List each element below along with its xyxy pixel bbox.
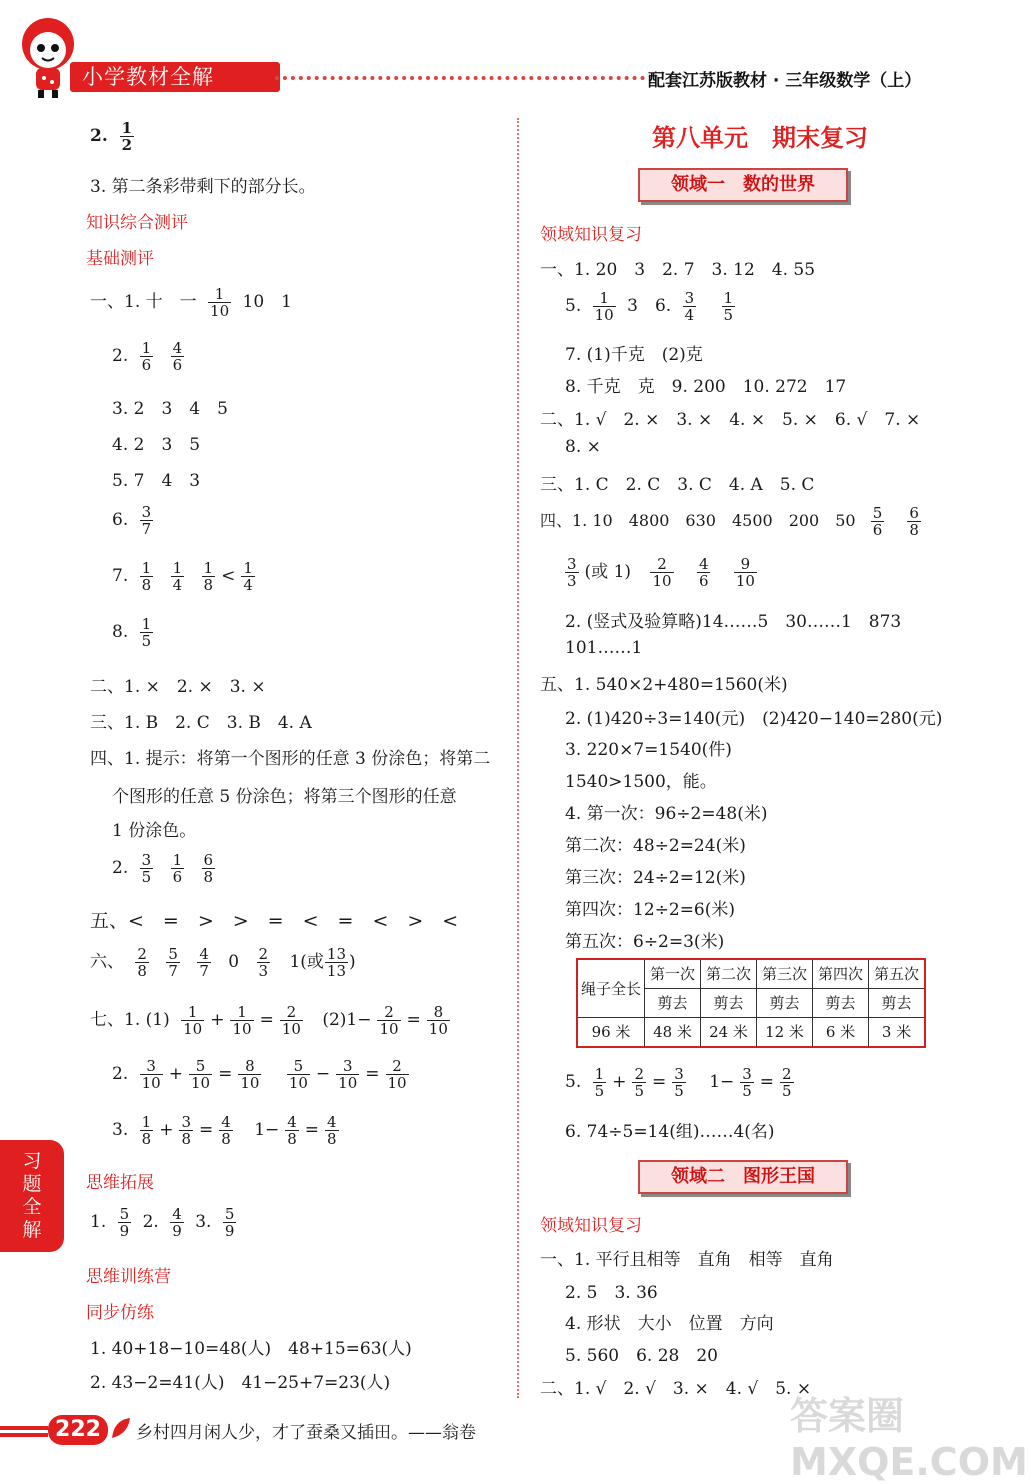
- numerator: 5: [168, 945, 178, 963]
- answer-text: 四、1. 10 4800 630 4500 200 50: [540, 511, 856, 530]
- table-header-cell: 剪去: [701, 989, 757, 1018]
- table-header-row: [577, 959, 925, 989]
- fraction: [118, 1206, 132, 1239]
- fraction: [740, 1066, 754, 1099]
- fraction: [377, 1004, 400, 1037]
- fraction: [189, 1058, 212, 1091]
- table-cell: 24 米: [701, 1018, 757, 1048]
- answer-line: 2. (竖式及验算略)14……5 30……1 873: [565, 612, 902, 632]
- fraction: [427, 1004, 450, 1037]
- denominator: 5: [742, 1082, 752, 1100]
- fraction: [565, 556, 579, 589]
- numerator: 1: [141, 339, 152, 357]
- side-tab-label: 习题全解: [22, 1150, 42, 1241]
- answer-line: 3. 第二条彩带剩下的部分长。: [90, 177, 316, 197]
- answer-line: 1 份涂色。: [112, 821, 197, 841]
- table-header-cell: 第二次: [701, 959, 757, 989]
- answer-line: [112, 340, 190, 373]
- fraction: [171, 852, 185, 885]
- numerator: 1: [214, 285, 225, 303]
- answer-line: [112, 560, 261, 593]
- numerator: 4: [287, 1113, 297, 1131]
- answer-line: 3. 220×7=1540(件): [565, 740, 732, 760]
- fraction: [140, 504, 154, 537]
- numerator: 3: [141, 503, 152, 521]
- answer-line: 4. 第一次：96÷2=48(米): [565, 804, 768, 824]
- item-number: 2.: [142, 1212, 159, 1232]
- numerator: 1: [172, 851, 183, 869]
- operator: =: [259, 1010, 274, 1030]
- answer-line: [90, 946, 356, 979]
- denominator: 10: [428, 1020, 448, 1038]
- numerator: 3: [342, 1057, 353, 1075]
- answer-text: 1−: [709, 1072, 735, 1092]
- denominator: 10: [190, 1074, 211, 1092]
- fraction: [219, 1114, 233, 1147]
- operator: =: [365, 1064, 380, 1084]
- numerator: 8: [245, 1057, 255, 1075]
- numerator: 1: [141, 615, 152, 633]
- answer-line: [112, 616, 159, 649]
- answer-text: (或 1): [584, 562, 632, 582]
- fraction: [386, 1058, 409, 1091]
- denominator: 7: [199, 962, 209, 980]
- denominator: 6: [698, 572, 709, 590]
- numerator: 1: [141, 1113, 152, 1131]
- fraction: [593, 1066, 607, 1099]
- fraction: [140, 560, 154, 593]
- operator: =: [406, 1010, 421, 1030]
- answer-line: 1540>1500，能。: [565, 772, 717, 792]
- numerator: 1: [723, 289, 734, 307]
- denominator: 4: [684, 306, 695, 324]
- denominator: 5: [141, 632, 152, 650]
- answer-line: 2. (1)420÷3=140(元) (2)420−140=280(元): [565, 709, 943, 729]
- book-title: 小学教材全解: [82, 65, 214, 89]
- fraction: [179, 1114, 193, 1147]
- fraction: [135, 946, 149, 979]
- fraction: [697, 556, 711, 589]
- numerator: 2: [657, 555, 667, 573]
- denominator: 8: [327, 1130, 337, 1148]
- answer-line: 1. 40+18−10=48(人) 48+15=63(人): [90, 1339, 412, 1359]
- item-number: 8.: [112, 622, 129, 642]
- rope-cut-table: [576, 958, 926, 1048]
- numerator: 4: [172, 1205, 182, 1223]
- answer-text: 3 6.: [627, 296, 672, 316]
- denominator: 10: [183, 1020, 203, 1038]
- answer-line: [90, 1004, 456, 1037]
- operator: +: [210, 1010, 225, 1030]
- answer-line: [112, 1114, 345, 1147]
- numerator: 3: [742, 1065, 752, 1083]
- fraction: [672, 1066, 686, 1099]
- operator: =: [198, 1120, 214, 1140]
- fraction: [325, 946, 348, 979]
- numerator: 2: [384, 1003, 394, 1021]
- denominator: 5: [782, 1082, 792, 1100]
- table-header-cell: 第五次: [869, 959, 926, 989]
- fraction: [140, 1114, 154, 1147]
- fraction: [241, 560, 255, 593]
- item-number: 7.: [112, 566, 129, 586]
- answer-line: 二、1. × 2. × 3. ×: [90, 677, 266, 697]
- table-header-cell: 第一次: [645, 959, 701, 989]
- numerator: 1: [121, 119, 133, 137]
- denominator: 9: [119, 1222, 130, 1240]
- answer-line: 3. 2 3 4 5: [112, 399, 228, 419]
- item-number: 1.: [90, 1212, 107, 1232]
- answer-line: [540, 505, 927, 538]
- fraction: [223, 1206, 237, 1239]
- answer-line: 二、1. √ 2. × 3. × 4. × 5. × 6. √ 7. ×: [540, 410, 921, 430]
- answer-line: 三、1. C 2. C 3. C 4. A 5. C: [540, 475, 815, 495]
- denominator: 8: [137, 962, 147, 980]
- answer-line: [565, 1066, 800, 1099]
- operator: +: [159, 1120, 174, 1140]
- numerator: 4: [698, 555, 709, 573]
- denominator: 7: [168, 962, 178, 980]
- answer-line: 个图形的任意 5 份涂色；将第三个图形的任意: [112, 787, 457, 807]
- denominator: 10: [735, 572, 755, 590]
- answer-line: 101……1: [565, 638, 643, 658]
- fraction: [202, 852, 216, 885]
- section-heading: 基础测评: [86, 249, 154, 269]
- answer-text: 10 1: [242, 292, 292, 312]
- fraction: [325, 1114, 339, 1147]
- answer-line: [90, 1206, 242, 1239]
- answer-line: 第四次：12÷2=6(米): [565, 900, 736, 920]
- numerator: 2: [286, 1003, 297, 1021]
- numerator: 4: [221, 1113, 231, 1131]
- section-heading: 领域知识复习: [540, 1216, 642, 1236]
- answer-text: ): [349, 952, 356, 972]
- operator: =: [651, 1072, 667, 1092]
- answer-line: 5. 560 6. 28 20: [565, 1346, 718, 1366]
- fraction: [181, 1004, 204, 1037]
- denominator: 10: [594, 306, 614, 324]
- answer-line: 6. 74÷5=14(组)……4(名): [565, 1122, 775, 1142]
- denominator: 4: [172, 576, 183, 594]
- fraction: [140, 1058, 163, 1091]
- table-header-cell: 剪去: [757, 989, 813, 1018]
- numerator: 9: [740, 555, 751, 573]
- denominator: 8: [141, 576, 152, 594]
- answer-text: 1−: [254, 1120, 280, 1140]
- answer-text: (2)1−: [322, 1010, 372, 1030]
- item-number: 3.: [195, 1212, 212, 1232]
- numerator: 6: [203, 851, 214, 869]
- fraction: [593, 290, 616, 323]
- answer-line: 4. 形状 大小 位置 方向: [565, 1314, 774, 1334]
- numerator: 4: [172, 339, 183, 357]
- table-cell: 96 米: [577, 1018, 645, 1048]
- denominator: 3: [567, 572, 577, 590]
- numerator: 4: [199, 945, 209, 963]
- answer-line: 一、1. 20 3 2. 7 3. 12 4. 55: [540, 260, 816, 280]
- fraction: [197, 946, 211, 979]
- fraction: [208, 286, 231, 319]
- denominator: 5: [634, 1082, 644, 1100]
- answer-line: 二、1. √ 2. √ 3. × 4. √ 5. ×: [540, 1379, 812, 1399]
- numerator: 4: [327, 1113, 337, 1131]
- answer-text: 一、1. 十 一: [90, 292, 197, 312]
- item-number: 2.: [112, 1064, 129, 1084]
- numerator: 2: [258, 945, 269, 963]
- denominator: 5: [141, 868, 152, 886]
- section-heading: 同步仿练: [86, 1303, 154, 1323]
- numerator: 3: [684, 289, 695, 307]
- numerator: 2: [782, 1065, 792, 1083]
- numerator: 1: [594, 1065, 605, 1083]
- numerator: 1: [203, 559, 214, 577]
- operator: =: [218, 1064, 233, 1084]
- answer-line: 2. 43−2=41(人) 41−25+7=23(人): [90, 1373, 391, 1393]
- answer-line: [112, 504, 159, 537]
- answer-text: 0: [228, 952, 240, 972]
- numerator: 1: [237, 1003, 247, 1021]
- denominator: 8: [203, 576, 214, 594]
- numerator: 5: [293, 1057, 304, 1075]
- fraction: [140, 852, 154, 885]
- denominator: 10: [210, 302, 230, 320]
- series-info: 配套江苏版教材 · 三年级数学（上）: [648, 71, 922, 91]
- answer-line: 2. 5 3. 36: [565, 1283, 658, 1303]
- item-number: 5.: [565, 296, 582, 316]
- answer-line: 四、1. 提示：将第一个图形的任意 3 份涂色；将第二: [90, 749, 491, 769]
- answer-line: [112, 852, 221, 885]
- fraction: [907, 505, 921, 538]
- denominator: 8: [909, 521, 919, 539]
- answer-line: 五、1. 540×2+480=1560(米): [540, 675, 788, 695]
- fraction: [287, 1058, 310, 1091]
- numerator: 5: [872, 504, 883, 522]
- item-number: 3.: [112, 1120, 129, 1140]
- answer-text: 1(或: [289, 952, 324, 972]
- denominator: 2: [121, 136, 133, 154]
- table-cell: 3 米: [869, 1018, 926, 1048]
- book-title-strip: [70, 62, 280, 92]
- numerator: 13: [326, 945, 346, 963]
- answer-line: 五、< = > > = < = < > <: [90, 910, 459, 932]
- operator: +: [612, 1072, 627, 1092]
- numerator: 2: [392, 1057, 402, 1075]
- denominator: 8: [141, 1130, 152, 1148]
- numerator: 8: [433, 1003, 444, 1021]
- item-number: 5.: [565, 1072, 582, 1092]
- item-number: 六、: [90, 952, 124, 972]
- fraction: [280, 1004, 303, 1037]
- header-divider: [275, 76, 645, 84]
- fraction: [336, 1058, 359, 1091]
- item-number: 七、1. (1): [90, 1010, 170, 1030]
- answer-line: [565, 556, 763, 589]
- numerator: 2: [137, 945, 147, 963]
- denominator: 8: [221, 1130, 231, 1148]
- denominator: 8: [287, 1130, 297, 1148]
- fraction: [285, 1114, 299, 1147]
- denominator: 10: [652, 572, 672, 590]
- numerator: 3: [141, 851, 152, 869]
- numerator: 3: [181, 1113, 191, 1131]
- side-tab: [0, 1140, 64, 1252]
- fraction: [230, 1004, 253, 1037]
- watermark: 答案圈 MXQE.COM: [790, 1394, 1028, 1484]
- fraction: [171, 560, 185, 593]
- fraction: [734, 556, 757, 589]
- item-number: 2.: [90, 126, 108, 146]
- denominator: 9: [224, 1222, 235, 1240]
- fraction: [170, 1206, 184, 1239]
- answer-line: 三、1. B 2. C 3. B 4. A: [90, 713, 312, 733]
- numerator: 5: [119, 1205, 130, 1223]
- item-number: 2.: [112, 858, 129, 878]
- fraction: [238, 1058, 261, 1091]
- denominator: 7: [141, 520, 152, 538]
- table-cell: 6 米: [813, 1018, 869, 1048]
- operator: =: [759, 1072, 775, 1092]
- denominator: 6: [141, 356, 152, 374]
- domain-heading: 领域二 图形王国: [638, 1160, 848, 1194]
- section-heading: 知识综合测评: [86, 213, 188, 233]
- denominator: 10: [338, 1074, 358, 1092]
- answer-line: 4. 2 3 5: [112, 435, 201, 455]
- denominator: 5: [723, 306, 734, 324]
- denominator: 6: [172, 868, 183, 886]
- numerator: 5: [195, 1057, 206, 1075]
- fraction: [171, 340, 185, 373]
- section-heading: 领域知识复习: [540, 225, 642, 245]
- answer-line: 7. (1)千克 (2)克: [565, 345, 703, 365]
- answer-line: [112, 1058, 415, 1091]
- denominator: 13: [326, 962, 346, 980]
- fraction: [871, 505, 885, 538]
- comparison-sign: <: [221, 566, 236, 586]
- numerator: 1: [243, 559, 253, 577]
- answer-line: 第二次：48÷2=24(米): [565, 836, 746, 856]
- table-header-cell: 剪去: [869, 989, 926, 1018]
- item-number: 2.: [112, 346, 129, 366]
- answer-line: 8. 千克 克 9. 200 10. 272 17: [565, 377, 847, 397]
- page-number: 222: [48, 1415, 108, 1445]
- table-cell: 12 米: [757, 1018, 813, 1048]
- denominator: 10: [232, 1020, 252, 1038]
- leaf-icon: [110, 1416, 132, 1442]
- denominator: 3: [258, 962, 269, 980]
- table-cell: 48 米: [645, 1018, 701, 1048]
- denominator: 5: [674, 1082, 684, 1100]
- page-header: [0, 0, 1000, 100]
- domain-heading: 领域一 数的世界: [638, 168, 848, 202]
- denominator: 9: [172, 1222, 182, 1240]
- numerator: 3: [146, 1057, 156, 1075]
- fraction: [140, 340, 154, 373]
- fraction: [722, 290, 736, 323]
- operator: +: [168, 1064, 183, 1084]
- column-divider: [517, 118, 519, 1398]
- table-header-cell: 第四次: [813, 959, 869, 989]
- denominator: 8: [181, 1130, 191, 1148]
- footer-stripe-icon: [0, 1418, 50, 1444]
- fraction: [202, 560, 216, 593]
- answer-line: [565, 290, 741, 323]
- operator: −: [315, 1064, 331, 1084]
- answer-line: 8. ×: [565, 437, 601, 457]
- answer-line: [90, 286, 292, 319]
- numerator: 1: [599, 289, 609, 307]
- fraction: [632, 1066, 646, 1099]
- denominator: 6: [872, 521, 883, 539]
- denominator: 4: [243, 576, 253, 594]
- table-row: [577, 1018, 925, 1048]
- fraction: [780, 1066, 794, 1099]
- item-number: 6.: [112, 510, 129, 530]
- answer-line: 一、1. 平行且相等 直角 相等 直角: [540, 1250, 834, 1270]
- numerator: 3: [567, 555, 577, 573]
- denominator: 10: [387, 1074, 407, 1092]
- numerator: 3: [674, 1065, 684, 1083]
- numerator: 1: [187, 1003, 198, 1021]
- section-heading: 思维拓展: [86, 1173, 154, 1193]
- answer-line: 第五次：6÷2=3(米): [565, 932, 725, 952]
- footer-quote: 乡村四月闲人少，才了蚕桑又插田。——翁卷: [136, 1423, 476, 1443]
- numerator: 5: [224, 1205, 235, 1223]
- operator: =: [304, 1120, 320, 1140]
- numerator: 1: [172, 559, 183, 577]
- table-header-cell: 第三次: [757, 959, 813, 989]
- section-heading: 思维训练营: [86, 1267, 171, 1287]
- denominator: 10: [240, 1074, 260, 1092]
- denominator: 10: [141, 1074, 161, 1092]
- answer-line: [90, 120, 140, 153]
- denominator: 10: [288, 1074, 308, 1092]
- fraction: [120, 120, 134, 153]
- unit-title: 第八单元 期末复习: [652, 124, 868, 152]
- denominator: 5: [594, 1082, 605, 1100]
- numerator: 2: [634, 1065, 644, 1083]
- fraction: [166, 946, 180, 979]
- table-header-cell: 剪去: [813, 989, 869, 1018]
- answer-line: 5. 7 4 3: [112, 471, 201, 491]
- fraction: [650, 556, 673, 589]
- denominator: 10: [281, 1020, 301, 1038]
- fraction: [257, 946, 271, 979]
- answer-line: 第三次：24÷2=12(米): [565, 868, 746, 888]
- denominator: 8: [203, 868, 214, 886]
- denominator: 6: [172, 356, 183, 374]
- table-header-cell: 绳子全长: [577, 959, 645, 1018]
- fraction: [140, 616, 154, 649]
- numerator: 1: [141, 559, 152, 577]
- denominator: 10: [379, 1020, 399, 1038]
- fraction: [683, 290, 697, 323]
- table-header-cell: 剪去: [645, 989, 701, 1018]
- numerator: 6: [909, 504, 919, 522]
